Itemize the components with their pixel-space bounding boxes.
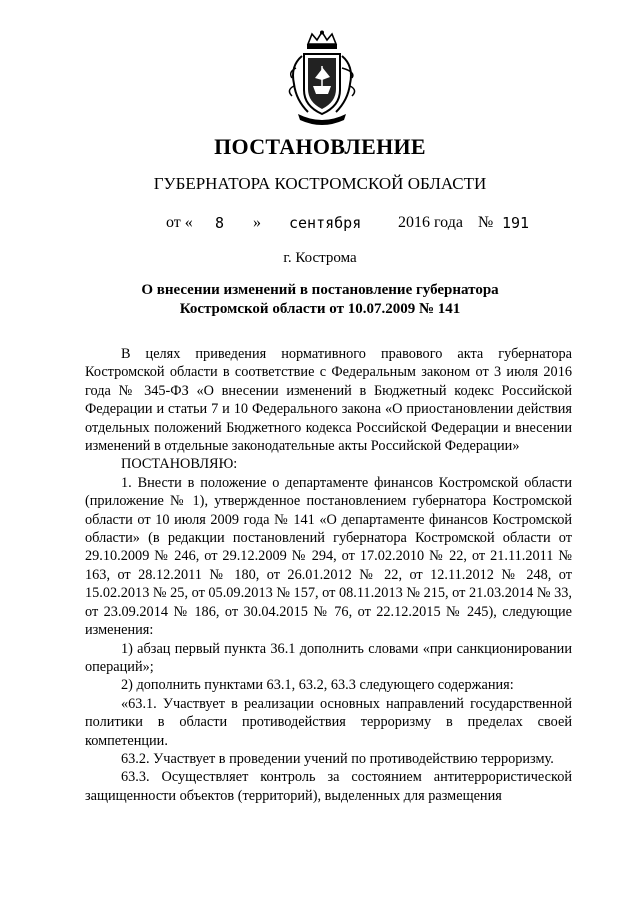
clause-63-1-paragraph: «63.1. Участвует в реализации основных направлений государственной политики в области противодействия терроризму в пределах своей компетенции. xyxy=(85,695,572,749)
issuer-subtitle: ГУБЕРНАТОРА КОСТРОМСКОЙ ОБЛАСТИ xyxy=(153,174,487,193)
item-1-paragraph: 1. Внести в положение о департаменте финансов Костромской области (приложение № 1), утвержденное постановлением губернатора Костромской области от 10 июля 2009 года № 141 «О департаменте финансов Костромской области» (в редакции постановлений губернатора Костромской области от 29.10.2009 № 246, от 29.12.2009 № 294, от 17.02.2010 № 22, от 21.11.2011 № 163, от 28.12.2011 № 180, от 26.01.2012 № 22, от 12.11.2012 № 248, от 15.02.2013 № 25, от 05.09.2013 № 157, от 08.11.2013 № 215, от 21.03.2014 № 33, от 23.09.2014 № 186, от 30.04.2015 № 76, от 22.12.2015 № 245), следующие изменения: xyxy=(85,474,572,639)
date-year: 2016 года xyxy=(398,214,463,231)
page-title: ПОСТАНОВЛЕНИЕ xyxy=(214,134,426,159)
city-line: г. Кострома xyxy=(283,250,357,266)
document-heading-line-2: Костромской области от 10.07.2009 № 141 xyxy=(179,301,461,317)
date-month: сентября xyxy=(289,214,362,232)
document-heading xyxy=(0,281,640,319)
clause-63-3-paragraph: 63.3. Осуществляет контроль за состоянием антитеррористической защищенности объектов (территорий), выделенных для размещения xyxy=(85,769,572,804)
intro-paragraph: В целях приведения нормативного правового акта губернатора Костромской области в соответствие с Федеральным законом от 3 июля 2016 года № 345-ФЗ «О внесении изменений в Бюджетный кодекс Российской Федерации и статьи 7 и 10 Федерального закона «О приостановлении действия отдельных положений Бюджетного кодекса Российской Федерации и внесении изменений в отдельные законодательные акты Российской Федерации» xyxy=(85,346,572,455)
decree-word: ПОСТАНОВЛЯЮ: xyxy=(121,456,238,473)
date-quote-close: » xyxy=(253,214,261,231)
date-prefix: от « xyxy=(166,214,193,231)
document-heading-line-1: О внесении изменений в постановление губернатора xyxy=(141,282,499,298)
kostroma-coat-of-arms-icon xyxy=(284,30,360,126)
clause-63-2-paragraph: 63.2. Участвует в проведении учений по противодействию терроризму. xyxy=(121,750,554,767)
subitem-2-paragraph: 2) дополнить пунктами 63.1, 63.2, 63.3 следующего содержания: xyxy=(121,677,514,694)
date-day: 8 xyxy=(215,214,225,232)
number-sign: № xyxy=(478,214,494,231)
document-body xyxy=(85,345,572,805)
subitem-1-paragraph: 1) абзац первый пункта 36.1 дополнить словами «при санкционировании операций»; xyxy=(85,640,572,675)
document-number: 191 xyxy=(502,214,530,232)
